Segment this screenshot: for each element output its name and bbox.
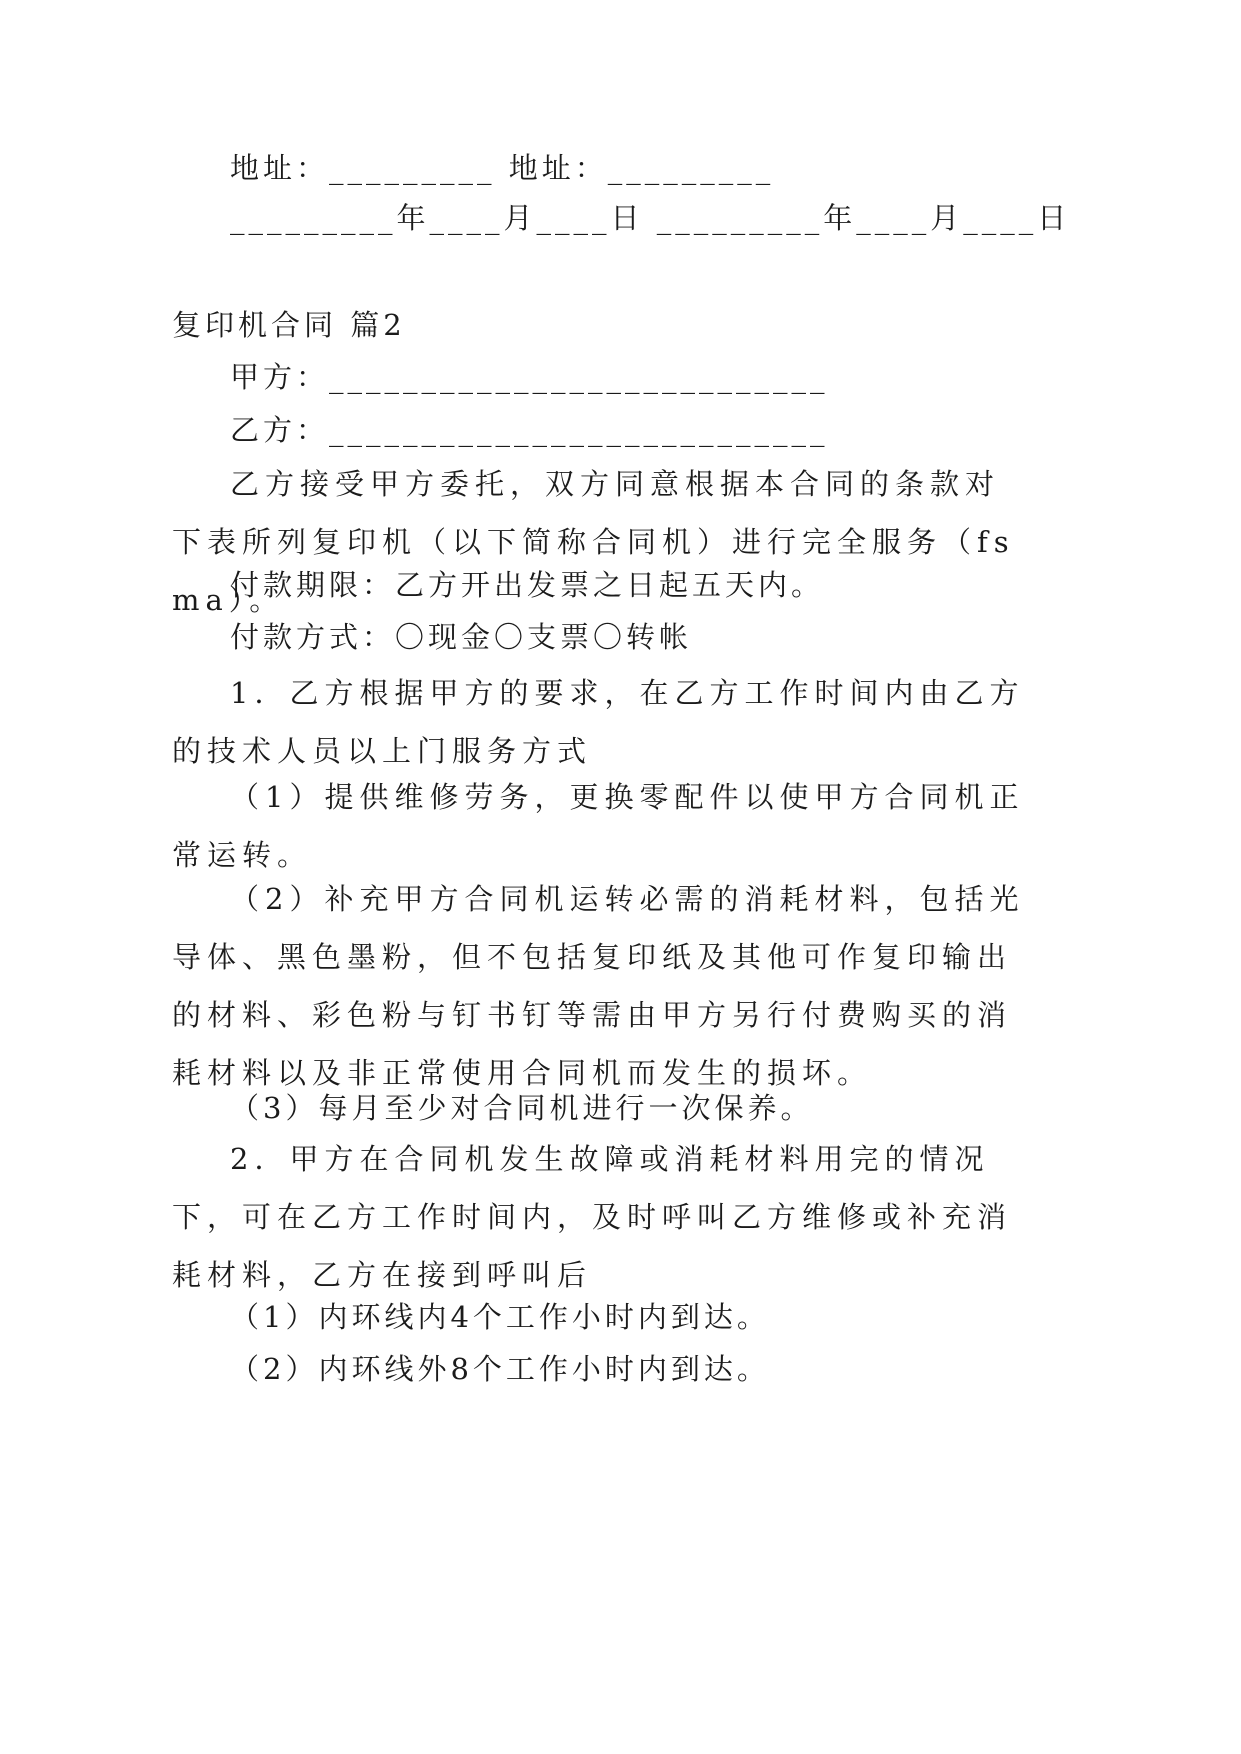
section-title: 复印机合同 篇2	[172, 308, 406, 342]
date-line: _________年____月____日 _________年____月____日	[230, 201, 1071, 235]
clause-2-item-1: （1）内环线内4个工作小时内到达。	[230, 1300, 770, 1334]
party-b-line: 乙方：___________________________	[230, 413, 829, 447]
clause-2: 2．甲方在合同机发生故障或消耗材料用完的情况下，可在乙方工作时间内，及时呼叫乙方维修或补充消耗材料，乙方在接到呼叫后	[172, 1142, 1013, 1292]
address-line: 地址：_________ 地址：_________	[230, 151, 775, 185]
payment-method: 付款方式：〇现金〇支票〇转帐	[230, 620, 693, 654]
clause-1-item-2: （2）补充甲方合同机运转必需的消耗材料，包括光导体、黑色墨粉，但不包括复印纸及其他可作复印输出的材料、彩色粉与钉书钉等需由甲方另行付费购买的消耗材料以及非正常使用合同机而发生的损坏。	[172, 882, 1025, 1090]
intro-paragraph: 乙方接受甲方委托，双方同意根据本合同的条款对下表所列复印机（以下简称合同机）进行完全服务（fsma）。	[172, 467, 1015, 617]
clause-1: 1．乙方根据甲方的要求，在乙方工作时间内由乙方的技术人员以上门服务方式	[172, 676, 1025, 768]
clause-1-item-3: （3）每月至少对合同机进行一次保养。	[230, 1091, 814, 1125]
payment-term: 付款期限：乙方开出发票之日起五天内。	[230, 568, 825, 602]
clause-1-item-1: （1）提供维修劳务，更换零配件以使甲方合同机正常运转。	[172, 780, 1025, 872]
party-a-line: 甲方：___________________________	[230, 360, 829, 394]
clause-2-item-2: （2）内环线外8个工作小时内到达。	[230, 1352, 770, 1386]
